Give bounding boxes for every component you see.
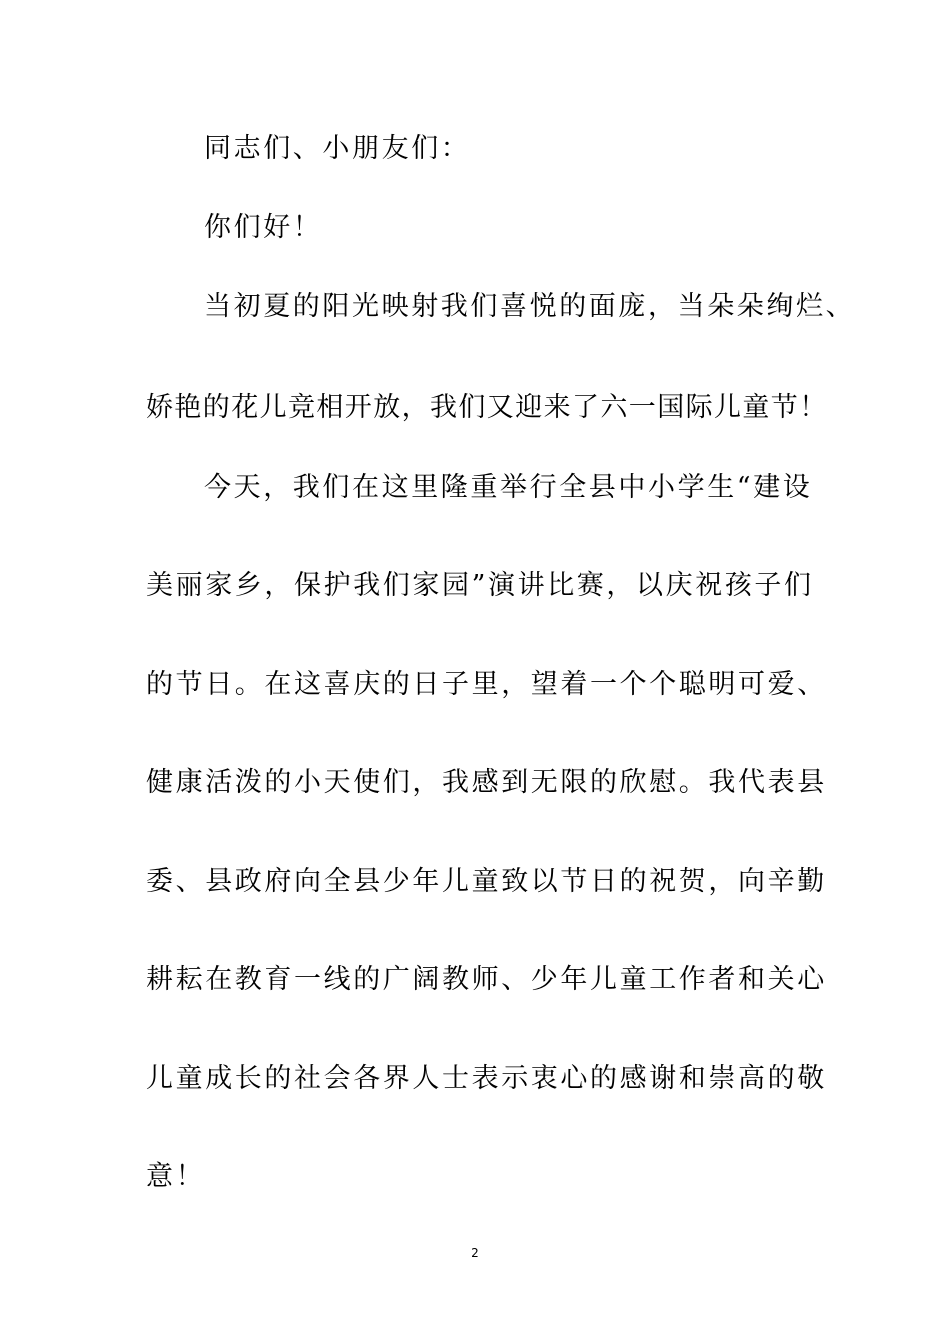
page-number: 2 bbox=[471, 1246, 479, 1260]
paragraph-2-line-5: 委、县政府向全县少年儿童致以节日的祝贺，向辛勤 bbox=[146, 866, 827, 897]
paragraph-2-line-4: 健康活泼的小天使们，我感到无限的欣慰。我代表县 bbox=[146, 767, 827, 798]
paragraph-2-line-6: 耕耘在教育一线的广阔教师、少年儿童工作者和关心 bbox=[146, 964, 827, 995]
greeting-line: 你们好！ bbox=[204, 212, 323, 243]
paragraph-1-line-1: 当初夏的阳光映射我们喜悦的面庞，当朵朵绚烂、 bbox=[204, 291, 856, 322]
paragraph-2-line-2: 美丽家乡，保护我们家园”演讲比赛，以庆祝孩子们 bbox=[146, 570, 814, 601]
paragraph-2-line-7: 儿童成长的社会各界人士表示衷心的感谢和崇高的敬 bbox=[146, 1063, 827, 1094]
paragraph-2-line-1: 今天，我们在这里隆重举行全县中小学生“建设 bbox=[204, 472, 813, 503]
paragraph-2-line-8: 意！ bbox=[146, 1161, 206, 1192]
salutation-line: 同志们、小朋友们： bbox=[204, 133, 471, 164]
paragraph-1-line-2: 娇艳的花儿竞相开放，我们又迎来了六一国际儿童节！ bbox=[146, 392, 828, 423]
paragraph-2-line-3: 的节日。在这喜庆的日子里，望着一个个聪明可爱、 bbox=[146, 669, 827, 700]
